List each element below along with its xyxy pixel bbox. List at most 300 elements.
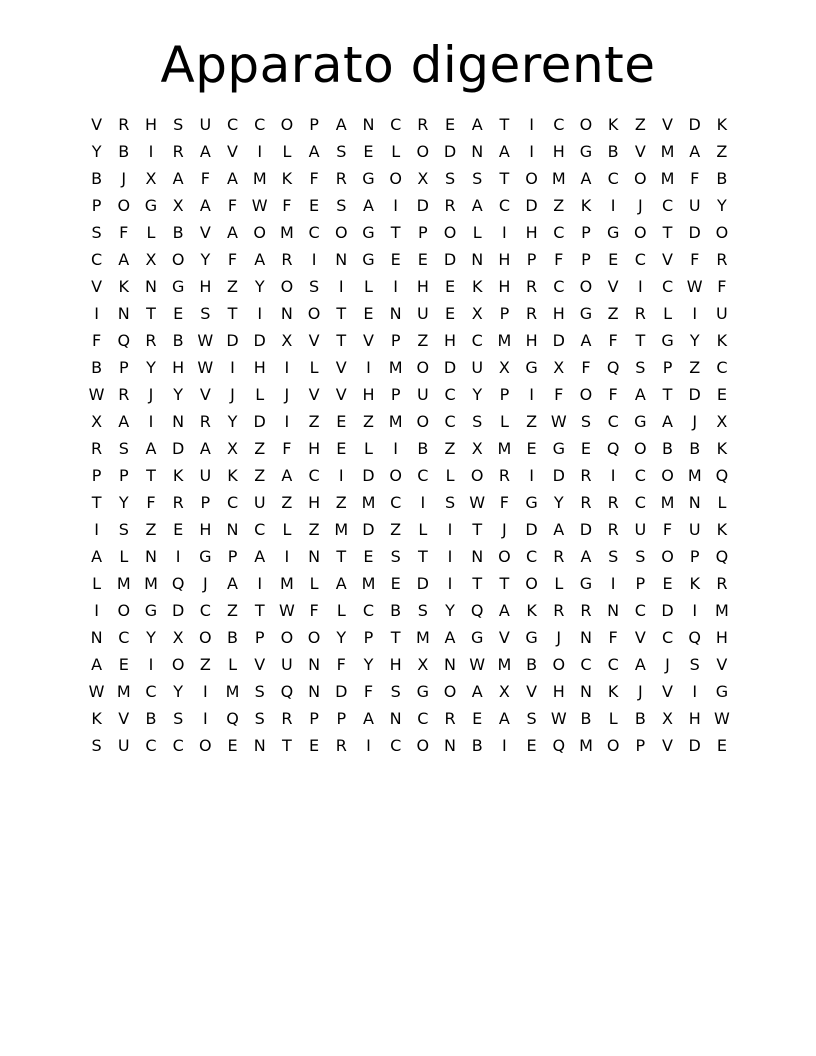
grid-letter: M <box>388 412 403 431</box>
grid-letter: A <box>145 439 157 458</box>
grid-letter: D <box>416 196 429 215</box>
grid-letter: L <box>364 277 373 296</box>
grid-letter: I <box>338 277 344 296</box>
grid-letter: U <box>716 304 728 323</box>
grid-letter: K <box>580 196 592 215</box>
grid-letter: O <box>634 169 647 188</box>
grid-letter: V <box>118 709 130 728</box>
grid-letter: C <box>607 169 619 188</box>
grid-letter: R <box>335 736 347 755</box>
grid-letter: S <box>472 169 483 188</box>
grid-letter: E <box>716 736 727 755</box>
grid-letter: I <box>94 520 99 539</box>
grid-letter: K <box>716 520 728 539</box>
grid-letter: M <box>361 574 376 593</box>
grid-letter: L <box>418 520 428 539</box>
grid-letter: W <box>197 358 214 377</box>
grid-letter: I <box>610 574 616 593</box>
grid-letter: Q <box>226 709 239 728</box>
grid-letter: N <box>144 277 157 296</box>
grid-letter: Z <box>335 493 347 512</box>
grid-letter: M <box>660 169 675 188</box>
grid-letter: A <box>308 142 320 161</box>
grid-letter: V <box>254 655 266 674</box>
grid-letter: P <box>309 115 319 134</box>
grid-letter: P <box>91 196 102 215</box>
grid-letter: V <box>634 142 646 161</box>
grid-letter: A <box>281 466 293 485</box>
grid-letter: G <box>634 412 647 431</box>
grid-letter: O <box>661 547 674 566</box>
grid-letter: L <box>282 142 292 161</box>
grid-letter: B <box>417 439 429 458</box>
grid-letter: A <box>580 547 592 566</box>
grid-letter: L <box>146 223 156 242</box>
grid-row <box>83 327 738 354</box>
grid-letter: N <box>308 682 321 701</box>
grid-letter: C <box>145 682 157 701</box>
grid-letter: A <box>444 628 456 647</box>
grid-letter: R <box>526 304 538 323</box>
grid-letter: I <box>284 547 290 566</box>
grid-letter: U <box>688 196 701 215</box>
grid-letter: P <box>581 250 591 269</box>
grid-letter: E <box>417 250 428 269</box>
grid-letter: E <box>444 115 456 134</box>
grid-letter: Q <box>470 601 484 620</box>
grid-letter: O <box>253 223 267 242</box>
grid-letter: C <box>471 331 483 350</box>
grid-letter: M <box>225 682 240 701</box>
grid-letter: D <box>171 601 185 620</box>
grid-letter: E <box>444 277 456 296</box>
grid-letter: V <box>91 115 103 134</box>
grid-letter: X <box>145 169 157 188</box>
grid-row <box>83 219 738 246</box>
grid-letter: C <box>661 628 674 647</box>
grid-letter: P <box>689 547 700 566</box>
grid-letter: Z <box>254 439 266 458</box>
grid-letter: R <box>553 601 565 620</box>
grid-letter: C <box>661 196 674 215</box>
grid-letter: U <box>688 520 701 539</box>
grid-letter: H <box>308 439 321 458</box>
grid-letter: G <box>525 358 538 377</box>
grid-letter: A <box>118 250 130 269</box>
grid-letter: I <box>257 304 263 323</box>
grid-letter: B <box>607 142 619 161</box>
grid-letter: A <box>662 412 673 431</box>
grid-letter: L <box>119 547 129 566</box>
grid-letter: E <box>336 412 347 431</box>
grid-letter: D <box>525 520 538 539</box>
grid-letter: A <box>498 142 510 161</box>
grid-letter: T <box>282 736 292 755</box>
grid-letter: D <box>552 466 565 485</box>
grid-letter: G <box>144 601 158 620</box>
grid-row <box>83 300 738 327</box>
grid-letter: C <box>580 655 592 674</box>
grid-letter: G <box>416 682 430 701</box>
grid-letter: C <box>607 412 619 431</box>
grid-letter: S <box>309 277 320 296</box>
grid-letter: A <box>498 601 510 620</box>
grid-row <box>83 381 738 408</box>
grid-letter: J <box>665 655 670 674</box>
grid-letter: M <box>415 628 430 647</box>
grid-letter: R <box>281 709 293 728</box>
grid-letter: X <box>498 682 510 701</box>
grid-letter: X <box>498 358 510 377</box>
grid-letter: D <box>362 520 375 539</box>
grid-letter: G <box>661 331 674 350</box>
grid-letter: D <box>362 466 375 485</box>
grid-letter: I <box>338 466 344 485</box>
grid-letter: C <box>417 709 429 728</box>
grid-letter: M <box>116 682 131 701</box>
grid-letter: S <box>635 358 646 377</box>
grid-letter: S <box>173 709 184 728</box>
grid-letter: U <box>253 493 266 512</box>
grid-letter: T <box>472 574 483 593</box>
grid-letter: G <box>579 142 593 161</box>
grid-letter: T <box>146 304 156 323</box>
grid-letter: A <box>553 520 565 539</box>
grid-letter: O <box>171 250 185 269</box>
grid-letter: X <box>227 439 239 458</box>
grid-letter: O <box>416 142 430 161</box>
grid-letter: A <box>498 709 510 728</box>
grid-letter: F <box>554 385 564 404</box>
grid-letter: D <box>688 223 701 242</box>
grid-letter: C <box>226 493 239 512</box>
grid-letter: E <box>444 304 456 323</box>
grid-letter: R <box>145 331 157 350</box>
grid-letter: H <box>498 250 511 269</box>
grid-letter: P <box>91 466 102 485</box>
grid-letter: S <box>444 493 456 512</box>
grid-letter: C <box>390 736 402 755</box>
grid-letter: A <box>471 115 483 134</box>
grid-letter: T <box>254 601 265 620</box>
grid-letter: C <box>226 115 239 134</box>
grid-letter: B <box>689 439 701 458</box>
grid-letter: H <box>552 142 565 161</box>
grid-letter: E <box>363 547 374 566</box>
grid-letter: P <box>200 493 211 512</box>
grid-row <box>83 408 738 435</box>
grid-row <box>83 651 738 678</box>
grid-letter: Y <box>200 250 211 269</box>
grid-letter: G <box>362 169 375 188</box>
grid-letter: G <box>715 682 729 701</box>
grid-letter: J <box>637 196 643 215</box>
grid-letter: J <box>556 628 562 647</box>
grid-letter: I <box>94 601 99 620</box>
grid-letter: I <box>202 682 208 701</box>
grid-letter: B <box>471 736 483 755</box>
grid-letter: W <box>469 655 486 674</box>
grid-letter: W <box>88 682 105 701</box>
grid-letter: Z <box>526 412 538 431</box>
grid-letter: Y <box>445 601 455 620</box>
grid-letter: O <box>443 223 457 242</box>
grid-letter: S <box>417 601 428 620</box>
grid-letter: T <box>227 304 238 323</box>
grid-letter: P <box>254 628 265 647</box>
grid-letter: S <box>200 304 211 323</box>
grid-letter: G <box>171 277 185 296</box>
grid-letter: P <box>635 574 646 593</box>
grid-letter: O <box>470 466 484 485</box>
grid-letter: R <box>526 277 538 296</box>
grid-letter: I <box>148 655 154 674</box>
grid-letter: P <box>662 358 673 377</box>
grid-letter: N <box>280 304 293 323</box>
grid-letter: E <box>173 304 184 323</box>
grid-letter: Q <box>171 574 185 593</box>
grid-letter: C <box>308 466 320 485</box>
grid-letter: T <box>662 223 673 242</box>
grid-letter: A <box>471 682 483 701</box>
grid-letter: Y <box>363 655 374 674</box>
grid-letter: X <box>471 304 483 323</box>
grid-letter: P <box>499 385 510 404</box>
grid-letter: P <box>309 709 319 728</box>
grid-letter: S <box>608 547 619 566</box>
grid-letter: F <box>336 655 346 674</box>
grid-letter: R <box>580 601 592 620</box>
grid-letter: M <box>280 223 294 242</box>
grid-letter: H <box>144 115 157 134</box>
grid-letter: F <box>227 196 238 215</box>
grid-letter: D <box>253 412 266 431</box>
grid-letter: M <box>116 574 131 593</box>
grid-letter: H <box>715 628 728 647</box>
grid-letter: P <box>526 250 537 269</box>
grid-letter: P <box>499 304 510 323</box>
grid-letter: A <box>580 169 592 188</box>
grid-letter: N <box>579 628 592 647</box>
grid-letter: I <box>284 358 290 377</box>
grid-letter: X <box>417 655 429 674</box>
grid-letter: E <box>390 250 401 269</box>
grid-letter: M <box>579 736 593 755</box>
grid-letter: A <box>199 196 211 215</box>
grid-letter: N <box>688 493 701 512</box>
grid-letter: A <box>335 115 347 134</box>
grid-letter: I <box>529 466 534 485</box>
grid-letter: P <box>363 628 374 647</box>
grid-letter: S <box>91 736 102 755</box>
grid-letter: C <box>553 223 565 242</box>
grid-letter: C <box>417 466 429 485</box>
grid-letter: F <box>309 169 319 188</box>
grid-letter: R <box>607 520 619 539</box>
grid-letter: I <box>257 574 263 593</box>
grid-letter: B <box>172 331 184 350</box>
grid-letter: Y <box>472 385 483 404</box>
grid-letter: X <box>91 412 103 431</box>
grid-letter: L <box>309 574 319 593</box>
grid-letter: C <box>118 628 130 647</box>
grid-row <box>83 192 738 219</box>
grid-letter: Y <box>553 493 564 512</box>
grid-letter: V <box>662 115 673 134</box>
grid-letter: P <box>390 385 401 404</box>
grid-letter: R <box>118 385 130 404</box>
grid-letter: D <box>688 736 701 755</box>
grid-letter: O <box>634 439 647 458</box>
grid-letter: X <box>553 358 565 377</box>
grid-letter: V <box>227 142 238 161</box>
grid-letter: C <box>526 547 538 566</box>
grid-letter: G <box>471 628 484 647</box>
grid-row <box>83 543 738 570</box>
grid-letter: W <box>550 412 567 431</box>
grid-letter: D <box>171 439 185 458</box>
grid-letter: Q <box>280 682 294 701</box>
grid-letter: O <box>117 196 131 215</box>
grid-letter: P <box>336 709 347 728</box>
grid-letter: Y <box>254 277 265 296</box>
grid-letter: R <box>172 142 184 161</box>
grid-letter: X <box>471 439 483 458</box>
grid-letter: H <box>525 223 538 242</box>
grid-letter: P <box>581 223 591 242</box>
grid-letter: V <box>526 682 538 701</box>
grid-letter: H <box>172 358 185 377</box>
grid-letter: X <box>145 250 157 269</box>
grid-letter: O <box>171 655 185 674</box>
grid-letter: M <box>497 439 512 458</box>
grid-letter: S <box>580 412 592 431</box>
grid-letter: D <box>688 385 701 404</box>
grid-letter: D <box>335 682 348 701</box>
grid-letter: Q <box>552 736 566 755</box>
grid-letter: E <box>580 439 592 458</box>
grid-letter: I <box>175 547 181 566</box>
grid-letter: I <box>148 412 154 431</box>
grid-letter: G <box>144 196 158 215</box>
grid-letter: Z <box>390 520 402 539</box>
grid-letter: I <box>610 196 616 215</box>
grid-letter: S <box>118 520 129 539</box>
grid-letter: J <box>637 682 643 701</box>
grid-letter: O <box>416 412 430 431</box>
grid-letter: N <box>308 655 321 674</box>
grid-letter: E <box>608 250 619 269</box>
grid-letter: P <box>227 547 238 566</box>
grid-letter: Q <box>715 466 729 485</box>
grid-letter: H <box>444 331 457 350</box>
grid-letter: I <box>502 736 507 755</box>
grid-letter: S <box>390 682 401 701</box>
grid-letter: F <box>200 169 210 188</box>
grid-letter: M <box>280 574 294 593</box>
grid-letter: A <box>227 169 238 188</box>
grid-letter: O <box>117 601 131 620</box>
grid-letter: I <box>393 277 399 296</box>
grid-letter: G <box>606 223 620 242</box>
grid-letter: Q <box>715 547 729 566</box>
grid-letter: J <box>284 385 290 404</box>
grid-letter: O <box>661 466 674 485</box>
grid-letter: A <box>335 574 347 593</box>
grid-letter: N <box>117 304 130 323</box>
grid-letter: C <box>254 520 266 539</box>
grid-letter: U <box>199 115 212 134</box>
grid-row <box>83 516 738 543</box>
grid-letter: A <box>227 223 238 242</box>
grid-letter: C <box>607 655 619 674</box>
grid-letter: Z <box>417 331 429 350</box>
grid-letter: I <box>230 358 235 377</box>
grid-letter: K <box>716 115 728 134</box>
grid-letter: C <box>145 736 157 755</box>
grid-letter: B <box>91 358 103 377</box>
grid-row <box>83 246 738 273</box>
grid-letter: N <box>362 115 375 134</box>
grid-letter: T <box>91 493 102 512</box>
grid-letter: X <box>716 412 728 431</box>
grid-letter: Y <box>227 412 238 431</box>
grid-letter: Z <box>553 196 565 215</box>
grid-letter: N <box>607 601 620 620</box>
grid-letter: K <box>91 709 102 728</box>
grid-letter: I <box>447 574 453 593</box>
grid-letter: I <box>447 547 453 566</box>
grid-letter: R <box>580 466 592 485</box>
grid-letter: B <box>118 142 130 161</box>
grid-letter: L <box>608 709 618 728</box>
grid-letter: B <box>662 439 674 458</box>
grid-letter: F <box>119 223 129 242</box>
grid-letter: W <box>197 331 214 350</box>
grid-letter: I <box>692 682 698 701</box>
grid-letter: X <box>417 169 429 188</box>
grid-letter: R <box>580 493 592 512</box>
grid-letter: S <box>173 115 184 134</box>
grid-letter: P <box>390 331 401 350</box>
grid-letter: R <box>553 547 565 566</box>
grid-letter: V <box>634 628 646 647</box>
grid-letter: E <box>309 196 320 215</box>
grid-letter: I <box>257 142 263 161</box>
grid-row <box>83 489 738 516</box>
grid-letter: T <box>417 547 428 566</box>
grid-letter: R <box>199 412 211 431</box>
grid-letter: Q <box>688 628 702 647</box>
grid-letter: C <box>444 385 456 404</box>
grid-letter: I <box>393 196 399 215</box>
grid-letter: R <box>172 493 184 512</box>
grid-letter: H <box>389 655 402 674</box>
grid-letter: O <box>307 628 321 647</box>
grid-letter: W <box>251 196 268 215</box>
grid-letter: L <box>92 574 102 593</box>
grid-letter: N <box>579 682 592 701</box>
grid-letter: E <box>173 520 184 539</box>
grid-letter: Y <box>173 682 184 701</box>
grid-letter: C <box>498 196 510 215</box>
grid-letter: N <box>308 547 321 566</box>
grid-row <box>83 354 738 381</box>
grid-letter: K <box>716 331 728 350</box>
grid-letter: L <box>554 574 564 593</box>
grid-letter: M <box>660 142 675 161</box>
grid-letter: S <box>254 682 265 701</box>
